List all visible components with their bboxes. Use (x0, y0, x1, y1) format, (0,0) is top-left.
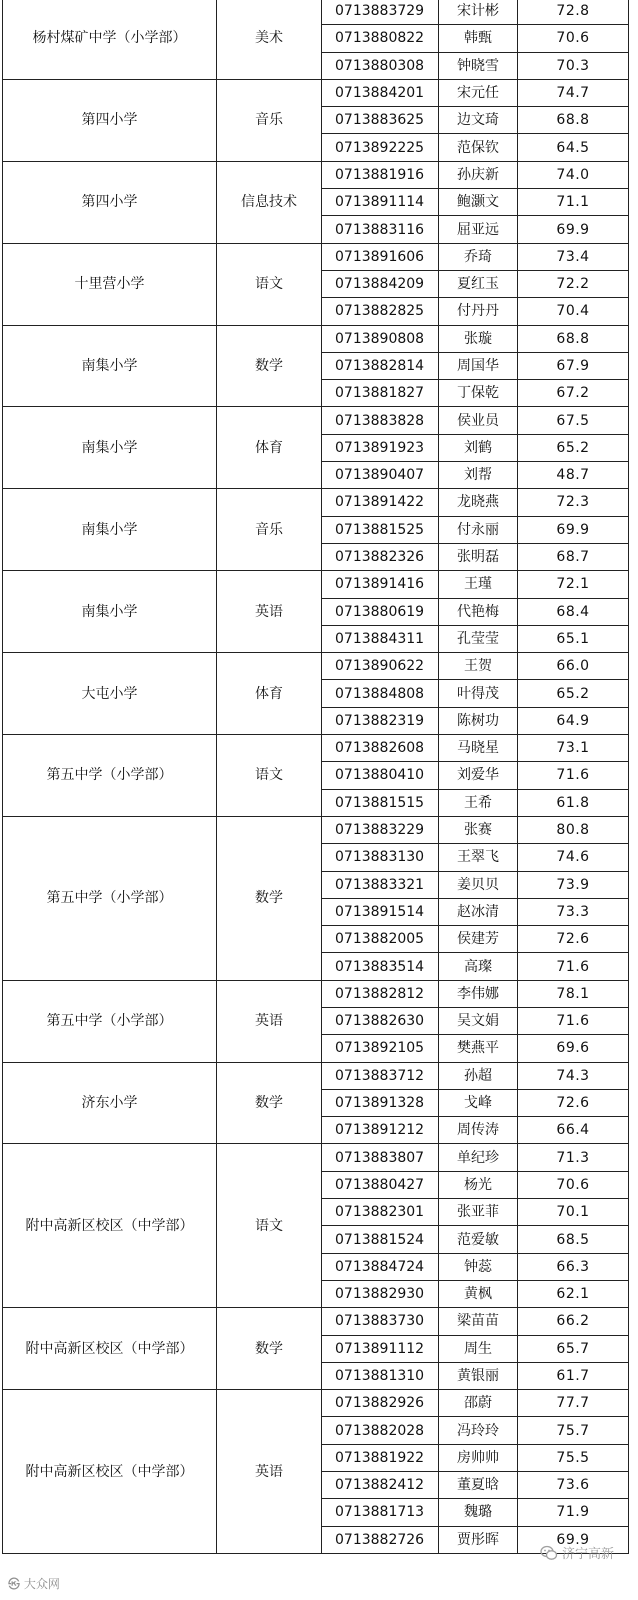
name-cell: 邵蔚 (439, 1390, 518, 1417)
name-cell: 孙超 (439, 1062, 518, 1089)
name-cell: 吴文娟 (439, 1007, 518, 1034)
name-cell: 黄枫 (439, 1280, 518, 1307)
name-cell: 张明磊 (439, 543, 518, 570)
table-row (3, 325, 629, 352)
exam-id-cell: 0713882412 (322, 1472, 439, 1499)
name-cell: 樊燕平 (439, 1035, 518, 1062)
name-cell: 代艳梅 (439, 598, 518, 625)
table-row (3, 489, 629, 516)
exam-id-cell: 0713880427 (322, 1171, 439, 1198)
exam-id-cell: 0713884209 (322, 270, 439, 297)
subject-cell: 数学 (217, 816, 322, 980)
exam-id-cell: 0713880619 (322, 598, 439, 625)
watermark-right (540, 1543, 614, 1562)
score-cell: 68.8 (518, 107, 629, 134)
school-cell: 南集小学 (3, 407, 217, 489)
exam-id-cell: 0713884724 (322, 1253, 439, 1280)
name-cell: 屈亚远 (439, 216, 518, 243)
score-cell: 73.4 (518, 243, 629, 270)
score-cell: 72.6 (518, 1089, 629, 1116)
school-cell: 附中高新区校区（中学部） (3, 1390, 217, 1554)
score-cell: 71.1 (518, 189, 629, 216)
score-cell: 71.3 (518, 1144, 629, 1171)
name-cell: 高璨 (439, 953, 518, 980)
exam-id-cell: 0713892105 (322, 1035, 439, 1062)
score-cell: 74.6 (518, 844, 629, 871)
name-cell: 付丹丹 (439, 298, 518, 325)
name-cell: 刘帮 (439, 462, 518, 489)
table-row (3, 1144, 629, 1171)
exam-id-cell: 0713881922 (322, 1444, 439, 1471)
subject-cell: 数学 (217, 1308, 322, 1390)
school-cell: 第四小学 (3, 161, 217, 243)
score-cell: 69.6 (518, 1035, 629, 1062)
name-cell: 黄银丽 (439, 1362, 518, 1389)
exam-id-cell: 0713880410 (322, 762, 439, 789)
name-cell: 钟蕊 (439, 1253, 518, 1280)
score-cell: 71.9 (518, 1499, 629, 1526)
subject-cell: 体育 (217, 653, 322, 735)
score-cell: 66.0 (518, 653, 629, 680)
exam-id-cell: 0713881525 (322, 516, 439, 543)
score-cell: 69.9 (518, 1526, 629, 1553)
exam-id-cell: 0713882825 (322, 298, 439, 325)
score-cell: 67.5 (518, 407, 629, 434)
name-cell: 钟晓雪 (439, 52, 518, 79)
school-cell: 附中高新区校区（中学部） (3, 1308, 217, 1390)
exam-id-cell: 0713891923 (322, 434, 439, 461)
exam-id-cell: 0713884311 (322, 625, 439, 652)
name-cell: 董夏晗 (439, 1472, 518, 1499)
name-cell: 周生 (439, 1335, 518, 1362)
name-cell: 周国华 (439, 352, 518, 379)
name-cell: 夏红玉 (439, 270, 518, 297)
table-row (3, 243, 629, 270)
name-cell: 梁苗苗 (439, 1308, 518, 1335)
score-cell: 64.9 (518, 707, 629, 734)
exam-id-cell: 0713881515 (322, 789, 439, 816)
score-cell: 64.5 (518, 134, 629, 161)
score-cell: 80.8 (518, 816, 629, 843)
score-cell: 73.1 (518, 735, 629, 762)
exam-id-cell: 0713883116 (322, 216, 439, 243)
table-row (3, 980, 629, 1007)
exam-id-cell: 0713882608 (322, 735, 439, 762)
exam-id-cell: 0713890622 (322, 653, 439, 680)
exam-id-cell: 0713880308 (322, 52, 439, 79)
exam-id-cell: 0713890808 (322, 325, 439, 352)
subject-cell: 数学 (217, 1062, 322, 1144)
score-cell: 70.3 (518, 52, 629, 79)
exam-id-cell: 0713891416 (322, 571, 439, 598)
score-cell: 75.7 (518, 1417, 629, 1444)
exam-id-cell: 0713883828 (322, 407, 439, 434)
name-cell: 侯建芳 (439, 926, 518, 953)
table-row (3, 79, 629, 106)
exam-id-cell: 0713891112 (322, 1335, 439, 1362)
watermark-left-text: 大众网 (23, 1577, 60, 1591)
score-cell: 66.2 (518, 1308, 629, 1335)
exam-id-cell: 0713891422 (322, 489, 439, 516)
name-cell: 杨光 (439, 1171, 518, 1198)
school-cell: 南集小学 (3, 571, 217, 653)
subject-cell: 语文 (217, 1144, 322, 1308)
score-cell: 74.7 (518, 79, 629, 106)
exam-id-cell: 0713882326 (322, 543, 439, 570)
subject-cell: 英语 (217, 571, 322, 653)
exam-id-cell: 0713880822 (322, 25, 439, 52)
score-cell: 73.6 (518, 1472, 629, 1499)
name-cell: 王翠飞 (439, 844, 518, 871)
exam-id-cell: 0713881827 (322, 380, 439, 407)
subject-cell: 英语 (217, 1390, 322, 1554)
score-cell: 70.6 (518, 1171, 629, 1198)
exam-id-cell: 0713882726 (322, 1526, 439, 1553)
exam-id-cell: 0713882926 (322, 1390, 439, 1417)
exam-id-cell: 0713883730 (322, 1308, 439, 1335)
exam-id-cell: 0713891328 (322, 1089, 439, 1116)
score-cell: 65.2 (518, 680, 629, 707)
score-cell: 68.4 (518, 598, 629, 625)
score-cell: 65.7 (518, 1335, 629, 1362)
subject-cell: 音乐 (217, 489, 322, 571)
score-cell: 73.9 (518, 871, 629, 898)
score-cell: 70.6 (518, 25, 629, 52)
score-cell: 71.6 (518, 953, 629, 980)
score-cell: 68.7 (518, 543, 629, 570)
name-cell: 龙晓燕 (439, 489, 518, 516)
school-cell: 第五中学（小学部） (3, 980, 217, 1062)
table-row (3, 407, 629, 434)
exam-id-cell: 0713882301 (322, 1199, 439, 1226)
exam-id-cell: 0713883321 (322, 871, 439, 898)
score-cell: 66.3 (518, 1253, 629, 1280)
score-table-body (3, 0, 629, 1553)
name-cell: 范爱敏 (439, 1226, 518, 1253)
name-cell: 王希 (439, 789, 518, 816)
exam-id-cell: 0713883807 (322, 1144, 439, 1171)
score-cell: 72.2 (518, 270, 629, 297)
exam-id-cell: 0713891114 (322, 189, 439, 216)
name-cell: 范保钦 (439, 134, 518, 161)
exam-id-cell: 0713883514 (322, 953, 439, 980)
table-row (3, 816, 629, 843)
name-cell: 侯业员 (439, 407, 518, 434)
name-cell: 张亚菲 (439, 1199, 518, 1226)
exam-id-cell: 0713882812 (322, 980, 439, 1007)
score-cell: 71.6 (518, 1007, 629, 1034)
exam-id-cell: 0713883229 (322, 816, 439, 843)
score-cell: 74.3 (518, 1062, 629, 1089)
subject-cell: 体育 (217, 407, 322, 489)
score-table (2, 0, 629, 1554)
watermark-left (8, 1575, 60, 1592)
subject-cell: 英语 (217, 980, 322, 1062)
name-cell: 姜贝贝 (439, 871, 518, 898)
table-row (3, 1308, 629, 1335)
school-cell: 济东小学 (3, 1062, 217, 1144)
exam-id-cell: 0713890407 (322, 462, 439, 489)
exam-id-cell: 0713882930 (322, 1280, 439, 1307)
name-cell: 赵冰清 (439, 898, 518, 925)
score-cell: 65.2 (518, 434, 629, 461)
score-cell: 48.7 (518, 462, 629, 489)
score-cell: 67.9 (518, 352, 629, 379)
exam-id-cell: 0713881916 (322, 161, 439, 188)
table-row (3, 161, 629, 188)
watermark-left-mark: ㉿ (8, 1577, 24, 1591)
name-cell: 王瑾 (439, 571, 518, 598)
watermark-right-text: 济宁高新 (561, 1547, 614, 1562)
exam-id-cell: 0713891212 (322, 1117, 439, 1144)
exam-id-cell: 0713892225 (322, 134, 439, 161)
subject-cell: 信息技术 (217, 161, 322, 243)
name-cell: 刘鹤 (439, 434, 518, 461)
subject-cell: 音乐 (217, 79, 322, 161)
subject-cell: 语文 (217, 735, 322, 817)
name-cell: 张璇 (439, 325, 518, 352)
table-row (3, 1062, 629, 1089)
exam-id-cell: 0713881524 (322, 1226, 439, 1253)
name-cell: 叶得茂 (439, 680, 518, 707)
name-cell: 刘爱华 (439, 762, 518, 789)
score-cell: 70.1 (518, 1199, 629, 1226)
name-cell: 马晓星 (439, 735, 518, 762)
exam-id-cell: 0713883625 (322, 107, 439, 134)
score-cell: 67.2 (518, 380, 629, 407)
score-cell: 68.8 (518, 325, 629, 352)
name-cell: 付永丽 (439, 516, 518, 543)
score-cell: 75.5 (518, 1444, 629, 1471)
exam-id-cell: 0713882814 (322, 352, 439, 379)
score-cell: 78.1 (518, 980, 629, 1007)
score-cell: 69.9 (518, 516, 629, 543)
name-cell: 房帅帅 (439, 1444, 518, 1471)
school-cell: 南集小学 (3, 325, 217, 407)
score-cell: 72.8 (518, 0, 629, 25)
school-cell: 南集小学 (3, 489, 217, 571)
wechat-icon (540, 1544, 558, 1562)
score-cell: 68.5 (518, 1226, 629, 1253)
exam-id-cell: 0713884201 (322, 79, 439, 106)
score-cell: 77.7 (518, 1390, 629, 1417)
exam-id-cell: 0713882630 (322, 1007, 439, 1034)
table-row (3, 653, 629, 680)
score-cell: 66.4 (518, 1117, 629, 1144)
name-cell: 乔琦 (439, 243, 518, 270)
exam-id-cell: 0713882319 (322, 707, 439, 734)
name-cell: 边文琦 (439, 107, 518, 134)
exam-id-cell: 0713884808 (322, 680, 439, 707)
school-cell: 第四小学 (3, 79, 217, 161)
table-row (3, 571, 629, 598)
name-cell: 王贺 (439, 653, 518, 680)
exam-id-cell: 0713883729 (322, 0, 439, 25)
score-cell: 74.0 (518, 161, 629, 188)
exam-id-cell: 0713891514 (322, 898, 439, 925)
name-cell: 陈树功 (439, 707, 518, 734)
score-cell: 62.1 (518, 1280, 629, 1307)
name-cell: 冯玲玲 (439, 1417, 518, 1444)
school-cell: 杨村煤矿中学（小学部） (3, 0, 217, 79)
score-cell: 65.1 (518, 625, 629, 652)
name-cell: 李伟娜 (439, 980, 518, 1007)
subject-cell: 美术 (217, 0, 322, 79)
name-cell: 戈峰 (439, 1089, 518, 1116)
score-cell: 61.8 (518, 789, 629, 816)
score-cell: 72.3 (518, 489, 629, 516)
name-cell: 孔莹莹 (439, 625, 518, 652)
exam-id-cell: 0713883130 (322, 844, 439, 871)
school-cell: 附中高新区校区（中学部） (3, 1144, 217, 1308)
name-cell: 张赛 (439, 816, 518, 843)
school-cell: 第五中学（小学部） (3, 816, 217, 980)
exam-id-cell: 0713882028 (322, 1417, 439, 1444)
name-cell: 贾彤晖 (439, 1526, 518, 1553)
school-cell: 大屯小学 (3, 653, 217, 735)
score-cell: 71.6 (518, 762, 629, 789)
name-cell: 单纪珍 (439, 1144, 518, 1171)
name-cell: 周传涛 (439, 1117, 518, 1144)
exam-id-cell: 0713881310 (322, 1362, 439, 1389)
name-cell: 宋计彬 (439, 0, 518, 25)
exam-id-cell: 0713891606 (322, 243, 439, 270)
exam-id-cell: 0713883712 (322, 1062, 439, 1089)
school-cell: 十里营小学 (3, 243, 217, 325)
exam-id-cell: 0713882005 (322, 926, 439, 953)
name-cell: 丁保乾 (439, 380, 518, 407)
table-row (3, 735, 629, 762)
score-cell: 61.7 (518, 1362, 629, 1389)
subject-cell: 数学 (217, 325, 322, 407)
score-cell: 73.3 (518, 898, 629, 925)
table-row (3, 1390, 629, 1417)
school-cell: 第五中学（小学部） (3, 735, 217, 817)
score-cell: 72.1 (518, 571, 629, 598)
name-cell: 韩甄 (439, 25, 518, 52)
name-cell: 孙庆新 (439, 161, 518, 188)
subject-cell: 语文 (217, 243, 322, 325)
name-cell: 魏璐 (439, 1499, 518, 1526)
score-cell: 72.6 (518, 926, 629, 953)
table-row (3, 0, 629, 25)
name-cell: 鲍灏文 (439, 189, 518, 216)
score-cell: 70.4 (518, 298, 629, 325)
score-cell: 69.9 (518, 216, 629, 243)
name-cell: 宋元任 (439, 79, 518, 106)
exam-id-cell: 0713881713 (322, 1499, 439, 1526)
